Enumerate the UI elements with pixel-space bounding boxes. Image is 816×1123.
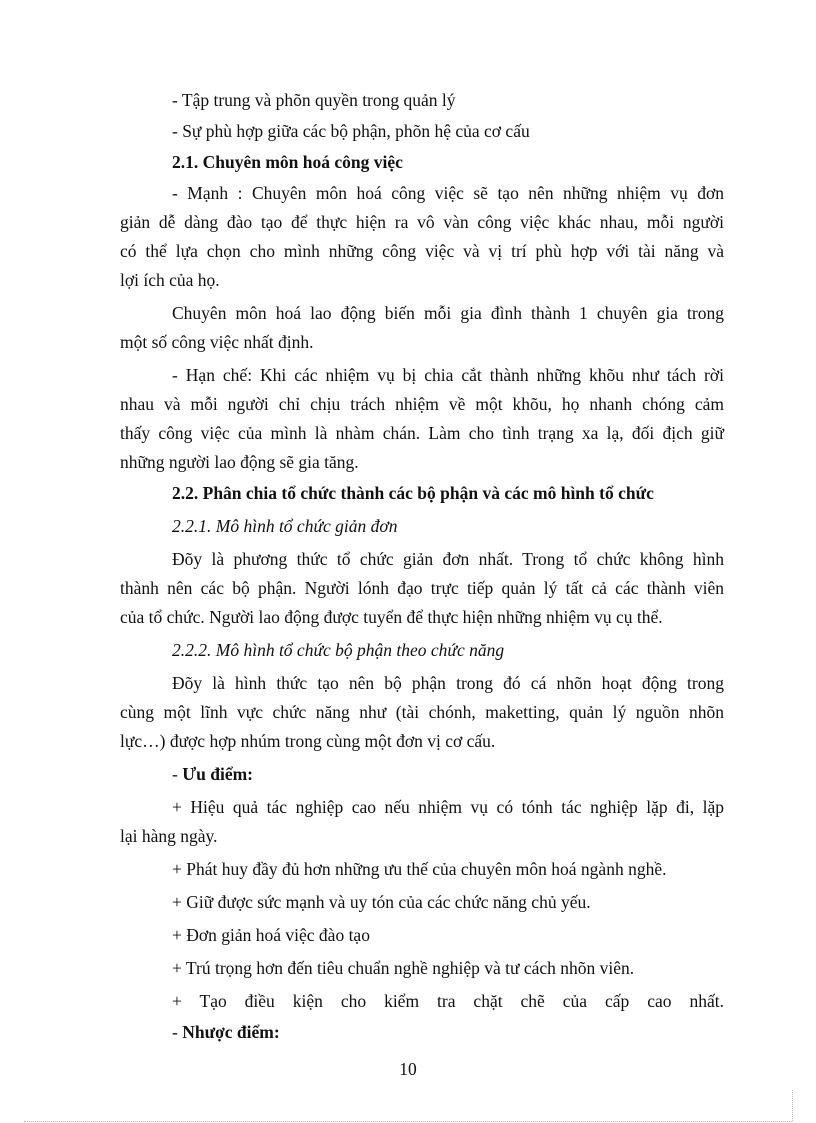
text-line: - Sự phù hợp giữa các bộ phận, phõn hệ của cơ cấu <box>172 121 530 141</box>
text-line: Chuyên môn hoá lao động biến mỗi gia đình thành 1 chuyên gia trong <box>172 303 724 323</box>
text-line: + Tạo điều kiện cho kiểm tra chặt chẽ của cấp cao nhất. <box>172 991 724 1011</box>
text-line: có thể lựa chọn cho mình những công việc và vị trí phù hợp với tài năng và <box>120 241 724 261</box>
text-line: - Mạnh : Chuyên môn hoá công việc sẽ tạo nên những nhiệm vụ đơn <box>172 183 724 203</box>
text-line: - Hạn chế: Khi các nhiệm vụ bị chia cắt thành những khõu như tách rời <box>172 365 724 385</box>
section-heading: 2.1. Chuyên môn hoá công việc <box>172 152 403 172</box>
text-line: lực…) được hợp nhúm trong cùng một đơn vị cơ cấu. <box>120 731 496 751</box>
advantages-label: Ưu điểm: <box>182 764 254 784</box>
text-line: nhau và mỗi người chỉ chịu trách nhiệm về một khõu, họ nhanh chóng cảm <box>120 394 724 414</box>
text-line: Đõy là phương thức tổ chức giản đơn nhất. Trong tổ chức không hình <box>172 549 724 569</box>
section-heading: 2.2. Phân chia tổ chức thành các bộ phận và các mô hình tổ chức <box>172 483 654 503</box>
disadvantages-label: Nhược điểm: <box>182 1022 280 1042</box>
text-line: thấy công việc của mình là nhàm chán. Làm cho tình trạng xa lạ, đối địch giữ <box>120 423 724 443</box>
text-line: những người lao động sẽ gia tăng. <box>120 452 359 472</box>
text-line: cùng một lĩnh vực chức năng như (tài chónh, maketting, quản lý nguồn nhõn <box>120 702 724 722</box>
text-line: + Phát huy đầy đủ hơn những ưu thế của chuyên môn hoá ngành nghề. <box>172 859 667 879</box>
text-line: - Tập trung và phõn quyền trong quản lý <box>172 90 456 110</box>
text-line: giản dễ dàng đào tạo để thực hiện ra vô vàn công việc khác nhau, mỗi người <box>120 212 724 232</box>
text-line: thành nên các bộ phận. Người lónh đạo trực tiếp quản lý tất cả các thành viên <box>120 578 724 598</box>
advantages-heading <box>172 762 253 786</box>
text-line: + Đơn giản hoá việc đào tạo <box>172 925 370 945</box>
text-line: một số công việc nhất định. <box>120 332 314 352</box>
text-line: lại hàng ngày. <box>120 826 218 846</box>
disadvantages-heading <box>172 1020 280 1044</box>
dash-prefix: - <box>172 1022 183 1042</box>
text-line: Đõy là hình thức tạo nên bộ phận trong đó cá nhõn hoạt động trong <box>172 673 724 693</box>
text-line: lợi ích của họ. <box>120 270 220 290</box>
subsection-heading: 2.2.1. Mô hình tổ chức giản đơn <box>172 516 398 536</box>
page-border-right <box>792 1090 793 1121</box>
text-line: của tổ chức. Người lao động được tuyển để thực hiện những nhiệm vụ cụ thể. <box>120 607 663 627</box>
text-line: + Trú trọng hơn đến tiêu chuẩn nghề nghiệp và tư cách nhõn viên. <box>172 958 635 978</box>
page-border-bottom <box>24 1121 792 1122</box>
text-line: + Hiệu quả tác nghiệp cao nếu nhiệm vụ có tónh tác nghiệp lặp đi, lặp <box>172 797 724 817</box>
dash-prefix: - <box>172 764 183 784</box>
text-line: + Giữ được sức mạnh và uy tón của các chức năng chủ yếu. <box>172 892 591 912</box>
page-number: 10 <box>399 1059 417 1079</box>
subsection-heading: 2.2.2. Mô hình tổ chức bộ phận theo chức năng <box>172 640 505 660</box>
